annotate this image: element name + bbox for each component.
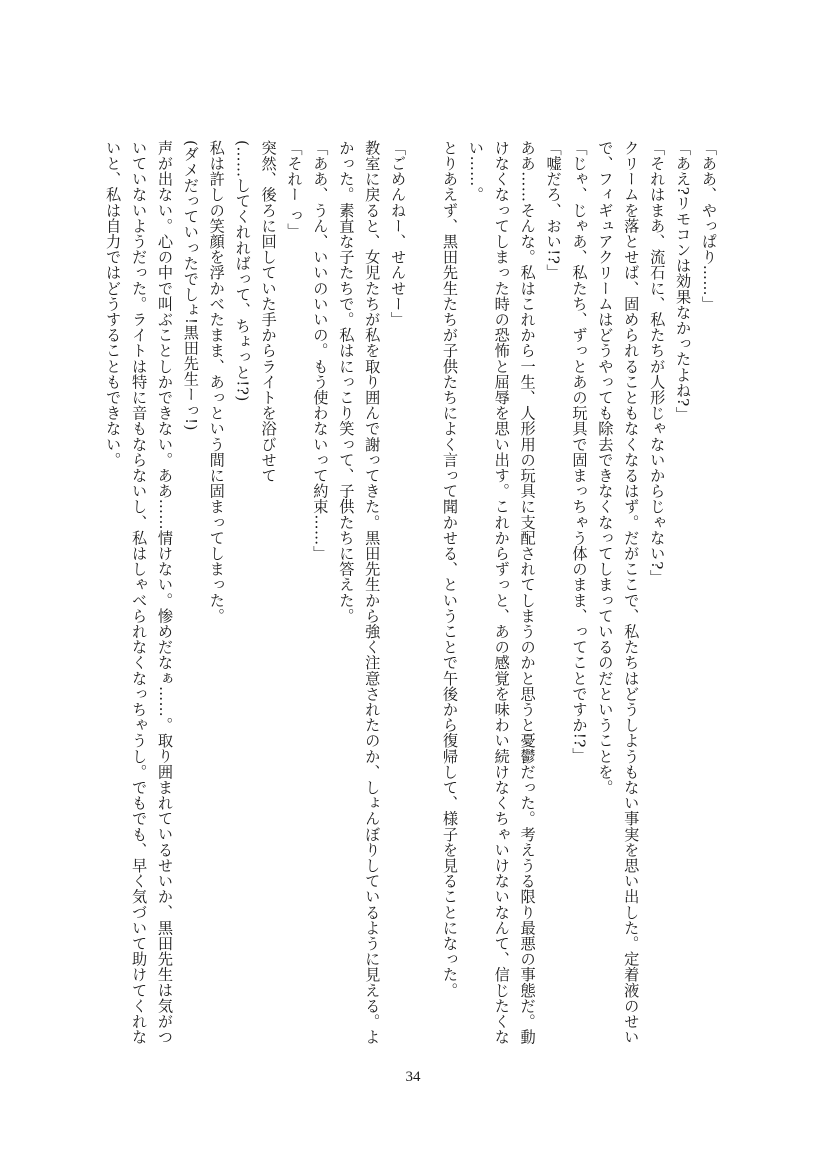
blank-line	[410, 140, 436, 1055]
text-line: 私は許しの笑顔を浮かべたまま、あっという間に固まってしまった。	[207, 140, 226, 624]
text-line: (ダメだっていったでしょ!黒田先生ーっ!)	[181, 140, 200, 431]
text-line: 突然、後ろに回していた手からライトを浴びせて	[259, 140, 278, 484]
text-line: 声が出ない。心の中で叫ぶことしかできない。ああ……情けない。惨めだなぁ……。取り囲まれているせいか、黒田先生は気がついていないようだった。ライトは特に音もならないし、私はしゃべられなくなっちゃうし。でもでも、早く気づいて助けてくれないと、私は自力ではどうすることもできない。	[104, 140, 174, 1045]
vertical-text-body	[101, 140, 721, 1055]
text-line: とりあえず、黒田先生たちが子供たちによく言って聞かせる、ということで午後から復帰して、様子を見ることになった。	[440, 140, 459, 998]
page-number: 34	[405, 1069, 421, 1085]
text-line: 教室に戻ると、女児たちが私を取り囲んで謝ってきた。黒田先生から強く注意されたのか、しょんぼりしているように見える。よかった。素直な子たちで。私はにっこり笑って、子供たちに答えた。	[337, 140, 382, 1045]
text-line: 「嘘だろ、おい!?」	[544, 140, 563, 280]
text-line: (……してくれればって、ちょっと!?)	[233, 140, 252, 402]
text-line: クリームを落とせば、固められることもなくなるはず。だがここで、私たちはどうしようもない事実を思い出した。定着液のせいで、フィギュアクリームはどうやっても除去できなくなってしまっているのだということを。	[596, 140, 641, 1045]
text-line: 「ああ、やっぱり……」	[700, 140, 718, 312]
text-line: ああ……そんな。私はこれから一生、人形用の玩具に支配されてしまうのかと思うと憂鬱だった。考えうる限り最悪の事態だ。動けなくなってしまった時の恐怖と屈辱を思い出す。これからずっと、あの感覚を味わい続けなくちゃいけないなんて、信じたくない……。	[466, 140, 537, 1045]
text-line: 「ごめんねー、せんせー」	[389, 140, 408, 328]
text-line: 「ああ、うん、いいのいいの。もう使わないって約束……」	[311, 140, 330, 562]
text-line: 「あえ?リモコンは効果なかったよね?」	[674, 140, 693, 423]
text-line: 「じゃ、じゃあ、私たち、ずっとあの玩具で固まっちゃう体のまま、ってことですか!?」	[570, 140, 589, 764]
text-line: 「それー っ」	[285, 140, 304, 239]
text-line: 「それはまあ、流石に、私たちが人形じゃないからじゃない?」	[648, 140, 667, 586]
